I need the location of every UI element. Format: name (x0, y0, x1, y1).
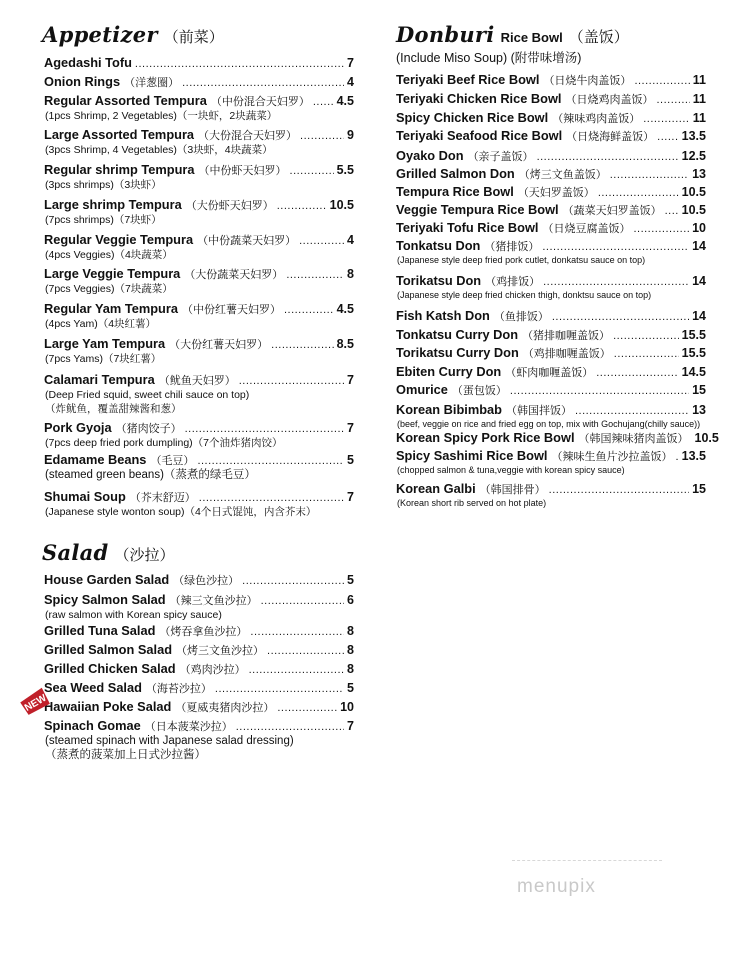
menu-item-price: 8.5 (336, 337, 354, 351)
dot-leader (182, 77, 344, 89)
menu-item-chinese-name: （蔬菜天妇罗盖饭） (562, 205, 662, 217)
menu-item-price: 10.5 (329, 198, 354, 212)
menu-item-row (396, 481, 706, 497)
menu-item-chinese-name: （洋葱圈） (124, 77, 180, 89)
menu-item-chinese-name: （日烧牛肉盖饭） (543, 75, 632, 87)
menu-item-chinese-name: （日本菠菜沙拉） (144, 721, 233, 733)
menu-item-price: 4.5 (336, 302, 354, 316)
donburi-heading (396, 22, 629, 47)
menu-item-row (44, 127, 354, 143)
menu-item-row (44, 93, 354, 109)
menu-item-chinese-name: （虾肉咖喱盖饭） (505, 367, 594, 379)
menu-item-chinese-name: （鸡肉沙拉） (179, 664, 246, 676)
menu-item-row (396, 110, 706, 126)
menu-item-chinese-name: （日烧海鲜盖饭） (566, 131, 655, 143)
menu-item-row (44, 372, 354, 388)
menu-item-price: 11 (692, 92, 706, 106)
dot-leader (610, 169, 689, 181)
dot-leader (300, 130, 344, 142)
menu-item-name: Grilled Tuna Salad (44, 623, 156, 638)
dot-leader (236, 721, 344, 733)
donburi-menu-item (396, 166, 706, 182)
menu-item-name: Large Yam Tempura (44, 336, 166, 351)
menu-item-chinese-name: （中份混合天妇罗） (210, 96, 310, 108)
menu-item-price: 10 (692, 221, 706, 235)
menu-item-row (44, 232, 354, 248)
menu-item-row (44, 489, 354, 505)
donburi-menu-item (396, 91, 706, 107)
salad-menu-item (44, 661, 354, 677)
dot-leader (549, 484, 689, 496)
menu-item-price: 15.5 (681, 346, 706, 360)
dot-leader (633, 223, 689, 235)
appetizer-menu-item (44, 372, 354, 416)
menu-item-price: 5 (347, 681, 354, 695)
salad-heading (42, 540, 175, 565)
menu-item-chinese-name: （猪肉饺子） (115, 423, 182, 435)
menu-item-chinese-name: （鸡排饭） (485, 276, 541, 288)
dot-leader (267, 645, 344, 657)
menu-item-chinese-name: （鱼排饭） (493, 311, 549, 323)
menu-item-row (44, 718, 354, 734)
dot-leader (199, 492, 344, 504)
menu-item-name: House Garden Salad (44, 572, 170, 587)
donburi-menu-item (396, 220, 706, 236)
menu-item-description: (Japanese style wonton soup)（4个日式馄饨，内含芥末） (45, 506, 317, 518)
donburi-menu-item (396, 308, 706, 324)
menu-item-description: (steamed green beans)（蒸煮的绿毛豆） (45, 469, 256, 481)
menu-item-row (44, 642, 354, 658)
menu-item-price: 13 (692, 403, 706, 417)
menu-item-name: Ebiten Curry Don (396, 364, 502, 379)
dot-leader (543, 276, 689, 288)
dot-leader (656, 94, 689, 106)
appetizer-menu-item (44, 93, 354, 123)
menu-item-price: 5 (347, 453, 354, 467)
menu-item-price: 14 (692, 309, 706, 323)
appetizer-menu-item (44, 301, 354, 331)
donburi-title-cn: （盖饭） (568, 29, 629, 46)
menu-item-chinese-name: （烤三文鱼盖饭） (518, 169, 607, 181)
dot-leader (675, 451, 678, 463)
menu-item-description: (7pcs deep fried pork dumpling)（7个油炸猪肉饺） (45, 437, 283, 449)
dot-leader (250, 626, 344, 638)
menu-item-name: Torikatsu Don (396, 273, 482, 288)
menu-item-price: 11 (692, 73, 706, 87)
menu-item-price: 4 (347, 75, 354, 89)
appetizer-title: Appetizer (42, 22, 158, 47)
menu-item-name: Omurice (396, 382, 448, 397)
menu-item-row (396, 202, 706, 218)
donburi-menu-item (396, 448, 706, 476)
dot-leader (290, 165, 334, 177)
menu-item-row (44, 74, 354, 90)
dot-leader (510, 385, 689, 397)
menu-item-description: (raw salmon with Korean spicy sauce) (45, 609, 222, 621)
menu-item-name: Onion Rings (44, 74, 121, 89)
menu-item-price: 13 (692, 167, 706, 181)
donburi-menu-item (396, 345, 706, 361)
donburi-menu-item (396, 481, 706, 509)
donburi-menu-item (396, 128, 706, 144)
menu-item-chinese-name: （辣味生鱼片沙拉盖饭） (551, 451, 673, 463)
donburi-title: Donburi (396, 22, 495, 47)
dot-leader (215, 683, 344, 695)
menu-item-row (396, 308, 706, 324)
donburi-menu-item (396, 402, 706, 430)
menu-item-row (396, 128, 706, 144)
menu-item-name: Korean Spicy Pork Rice Bowl (396, 430, 575, 445)
dot-leader (299, 235, 344, 247)
menu-item-name: Regular Veggie Tempura (44, 232, 194, 247)
menu-item-price: 7 (347, 56, 354, 70)
menu-item-row (396, 238, 706, 254)
salad-menu-item (44, 572, 354, 588)
menu-item-row (396, 327, 706, 343)
menu-item-price: 14 (692, 274, 706, 288)
menu-item-price: 4 (347, 233, 354, 247)
menu-item-row (44, 592, 354, 608)
menu-item-chinese-name: （蛋包饭） (451, 385, 507, 397)
menu-item-price: 10.5 (694, 431, 719, 445)
donburi-menu-item (396, 382, 706, 398)
menu-item-name: Large shrimp Tempura (44, 197, 182, 212)
menu-item-name: Teriyaki Beef Rice Bowl (396, 72, 540, 87)
appetizer-title-cn: （前菜） (163, 29, 224, 46)
menu-item-row (44, 162, 354, 178)
salad-menu-item (44, 623, 354, 639)
menu-item-row (44, 572, 354, 588)
appetizer-menu-item (44, 420, 354, 450)
menu-item-row (396, 72, 706, 88)
menu-item-row (44, 301, 354, 317)
menu-item-name: Korean Bibimbab (396, 402, 502, 417)
dot-leader (665, 205, 679, 217)
menu-item-price: 14.5 (681, 365, 706, 379)
menu-item-price: 7 (347, 421, 354, 435)
menu-item-price: 15.5 (681, 328, 706, 342)
dot-leader (249, 664, 344, 676)
dot-leader (197, 455, 344, 467)
donburi-menu-item (396, 430, 719, 446)
watermark: menupix (517, 876, 596, 897)
menu-item-chinese-name: （亲子盖饭） (467, 151, 534, 163)
appetizer-menu-item (44, 266, 354, 296)
menu-item-name: Oyako Don (396, 148, 464, 163)
menu-item-chinese-name: （烤吞拿鱼沙拉） (159, 626, 248, 638)
menu-item-row (44, 266, 354, 282)
menu-item-row (44, 452, 354, 468)
appetizer-menu-item (44, 489, 354, 519)
menu-item-description: (Deep Fried squid, sweet chili sauce on top) (45, 389, 250, 401)
menu-item-description: (1pcs Shrimp, 2 Vegetables)（一块虾，2块蔬菜） (45, 110, 278, 122)
donburi-menu-item (396, 202, 706, 218)
menu-item-row (44, 699, 354, 715)
dot-leader (537, 151, 679, 163)
menu-item-description: (3pcs shrimps)（3块虾） (45, 179, 162, 191)
menu-item-description: (7pcs Veggies)（7块蔬菜） (45, 283, 173, 295)
menu-item-description: (chopped salmon & tuna,veggie with korean spicy sauce) (397, 465, 625, 475)
menu-item-row (44, 336, 354, 352)
menu-item-price: 7 (347, 719, 354, 733)
appetizer-menu-item (44, 162, 354, 192)
menu-item-chinese-name: （鸡排咖喱盖饭） (522, 348, 611, 360)
menu-item-chinese-name: （大份红薯天妇罗） (169, 339, 269, 351)
salad-menu-item (44, 699, 354, 715)
menu-item-price: 8 (347, 662, 354, 676)
new-badge-label: NEW (22, 692, 49, 714)
donburi-menu-item (396, 327, 706, 343)
menu-item-price: 7 (347, 373, 354, 387)
menu-item-description: (Korean short rib served on hot plate) (397, 498, 547, 508)
menu-item-chinese-name: （中份蔬菜天妇罗） (197, 235, 297, 247)
menu-item-chinese-name: （猪排饭） (484, 241, 540, 253)
menu-item-row (396, 382, 706, 398)
menu-item-row (396, 184, 706, 200)
menu-item-row (396, 345, 706, 361)
menu-item-name: Teriyaki Chicken Rice Bowl (396, 91, 562, 106)
menu-item-price: 6 (347, 593, 354, 607)
menu-item-name: Hawaiian Poke Salad (44, 699, 172, 714)
menu-item-price: 14 (692, 239, 706, 253)
appetizer-heading (42, 22, 224, 47)
menu-item-chinese-name: （韩国辣味猪肉盖饭） (578, 433, 689, 445)
appetizer-menu-item (44, 127, 354, 157)
menu-item-name: Fish Katsh Don (396, 308, 490, 323)
menu-item-chinese-name: （韩国排骨） (479, 484, 546, 496)
dot-leader (575, 405, 689, 417)
menu-item-price: 4.5 (336, 94, 354, 108)
appetizer-menu-item (44, 452, 354, 482)
menu-item-name: Tonkatsu Don (396, 238, 481, 253)
menu-item-chinese-name: （烤三文鱼沙拉） (176, 645, 265, 657)
menu-item-name: Sea Weed Salad (44, 680, 142, 695)
menu-item-name: Spicy Chicken Rice Bowl (396, 110, 549, 125)
menu-item-chinese-name: （大份虾天妇罗） (185, 200, 274, 212)
donburi-menu-item (396, 72, 706, 88)
donburi-subtitle: Rice Bowl (500, 30, 563, 45)
watermark-divider (512, 860, 662, 861)
menu-item-description: (Japanese style deep fried pork cutlet, donkatsu sauce on top) (397, 255, 646, 265)
menu-item-chinese-name: （日烧豆腐盖饭） (542, 223, 631, 235)
dot-leader (614, 348, 679, 360)
menu-item-chinese-name: （辣味鸡肉盖饭） (552, 113, 641, 125)
donburi-note: (Include Miso Soup) (附带味增汤) (396, 51, 582, 65)
appetizer-menu-item (44, 232, 354, 262)
menu-item-price: 12.5 (681, 149, 706, 163)
menu-item-chinese-name: （鱿鱼天妇罗） (158, 375, 236, 387)
menu-item-row (44, 420, 354, 436)
donburi-menu-item (396, 184, 706, 200)
menu-item-row (44, 661, 354, 677)
appetizer-menu-item (44, 336, 354, 366)
menu-item-row (396, 402, 706, 418)
donburi-menu-item (396, 273, 706, 301)
dot-leader (242, 575, 344, 587)
menu-item-name: Spicy Salmon Salad (44, 592, 166, 607)
menu-item-name: Large Veggie Tempura (44, 266, 181, 281)
dot-leader (613, 330, 679, 342)
dot-leader (135, 58, 344, 70)
menu-item-chinese-name: （夏威夷猪肉沙拉） (175, 702, 275, 714)
salad-menu-item (44, 592, 354, 622)
menu-item-row (44, 55, 354, 70)
salad-title: Salad (42, 540, 109, 565)
menu-item-row (44, 197, 354, 213)
dot-leader (277, 200, 327, 212)
menu-item-name: Tonkatsu Curry Don (396, 327, 519, 342)
menu-item-name: Regular Assorted Tempura (44, 93, 207, 108)
menu-item-name: Large Assorted Tempura (44, 127, 195, 142)
menu-item-chinese-name: （辣三文鱼沙拉） (169, 595, 258, 607)
donburi-menu-item (396, 110, 706, 126)
menu-item-name: Tempura Rice Bowl (396, 184, 514, 199)
dot-leader (261, 595, 344, 607)
menu-item-price: 7 (347, 490, 354, 504)
dot-leader (643, 113, 690, 125)
menu-item-price: 8 (347, 624, 354, 638)
menu-item-chinese-name: （韩国拌饭） (505, 405, 572, 417)
menu-item-chinese-name: （毛豆） (150, 455, 195, 467)
menu-item-name: Korean Galbi (396, 481, 476, 496)
menu-item-row (44, 680, 354, 696)
dot-leader (185, 423, 344, 435)
menu-item-name: Grilled Salmon Don (396, 166, 515, 181)
menu-item-row (396, 273, 706, 289)
menu-item-name: Calamari Tempura (44, 372, 155, 387)
donburi-menu-item (396, 364, 706, 380)
dot-leader (542, 241, 689, 253)
menu-item-price: 15 (692, 482, 706, 496)
dot-leader (657, 131, 678, 143)
menu-item-description: （炸鱿鱼，覆盖甜辣酱和葱） (45, 403, 182, 415)
menu-item-chinese-name: （大份蔬菜天妇罗） (184, 269, 284, 281)
menu-item-name: Regular Yam Tempura (44, 301, 178, 316)
menu-item-price: 10.5 (681, 185, 706, 199)
menu-item-price: 15 (692, 383, 706, 397)
donburi-menu-item (396, 238, 706, 266)
menu-item-description: (7pcs Yams)（7块红薯） (45, 353, 162, 365)
dot-leader (239, 375, 344, 387)
salad-menu-item (44, 642, 354, 658)
menu-item-description: (Japanese style deep fried chicken thigh, donktsu sauce on top) (397, 290, 652, 300)
menu-item-description: (7pcs shrimps)（7块虾） (45, 214, 162, 226)
menu-item-chinese-name: （芥末舒迈） (129, 492, 196, 504)
dot-leader (598, 187, 679, 199)
dot-leader (277, 702, 337, 714)
menu-item-chinese-name: （猪排咖喱盖饭） (522, 330, 611, 342)
appetizer-menu-item (44, 197, 354, 227)
menu-item-chinese-name: （天妇罗盖饭） (517, 187, 595, 199)
menu-item-name: Pork Gyoja (44, 420, 112, 435)
donburi-menu-item (396, 148, 706, 164)
menu-item-description: （蒸煮的菠菜加上日式沙拉酱） (45, 749, 206, 761)
appetizer-menu-item (44, 55, 354, 70)
menu-item-name: Spicy Sashimi Rice Bowl (396, 448, 548, 463)
menu-item-name: Regular shrimp Tempura (44, 162, 195, 177)
menu-item-chinese-name: （绿色沙拉） (173, 575, 240, 587)
menu-item-row (44, 623, 354, 639)
menu-item-row (396, 166, 706, 182)
menu-item-price: 5.5 (336, 163, 354, 177)
menu-item-price: 13.5 (681, 449, 706, 463)
menu-item-chinese-name: （日烧鸡肉盖饭） (565, 94, 654, 106)
dot-leader (313, 96, 334, 108)
salad-title-cn: （沙拉） (114, 547, 175, 564)
dot-leader (596, 367, 678, 379)
menu-item-description: (steamed spinach with Japanese salad dressing) (45, 735, 294, 747)
menu-item-name: Teriyaki Seafood Rice Bowl (396, 128, 563, 143)
menu-item-description: (4pcs Veggies)（4块蔬菜） (45, 249, 173, 261)
menu-item-row (396, 364, 706, 380)
menu-item-name: Agedashi Tofu (44, 55, 132, 70)
salad-menu-item (44, 680, 354, 696)
menu-item-row (396, 448, 706, 464)
menu-item-row (396, 91, 706, 107)
dot-leader (284, 304, 334, 316)
menu-item-price: 9 (347, 128, 354, 142)
dot-leader (271, 339, 333, 351)
dot-leader (552, 311, 689, 323)
menu-item-description: (beef, veggie on rice and fried egg on top, mix with Gochujang(chilly sauce)) (397, 419, 701, 429)
menu-item-price: 10.5 (681, 203, 706, 217)
menu-item-description: (4pcs Yam)（4块红薯） (45, 318, 157, 330)
menu-item-price: 8 (347, 643, 354, 657)
menu-item-row (396, 220, 706, 236)
menu-item-price: 5 (347, 573, 354, 587)
menu-item-price: 8 (347, 267, 354, 281)
menu-item-row (396, 430, 719, 446)
menu-item-name: Veggie Tempura Rice Bowl (396, 202, 559, 217)
menu-item-row (396, 148, 706, 164)
menu-item-name: Spinach Gomae (44, 718, 141, 733)
dot-leader (634, 75, 689, 87)
menu-item-description: (3pcs Shrimp, 4 Vegetables)（3块虾，4块蔬菜） (45, 144, 273, 156)
menu-item-name: Grilled Salmon Salad (44, 642, 173, 657)
menu-item-name: Grilled Chicken Salad (44, 661, 176, 676)
menu-item-name: Edamame Beans (44, 452, 147, 467)
menu-item-price: 10 (340, 700, 354, 714)
menu-item-name: Shumai Soup (44, 489, 126, 504)
menu-item-chinese-name: （大份混合天妇罗） (198, 130, 298, 142)
menu-item-price: 13.5 (681, 129, 706, 143)
menu-item-chinese-name: （海苔沙拉） (145, 683, 212, 695)
appetizer-menu-item (44, 74, 354, 90)
menu-item-price: 11 (692, 111, 706, 125)
salad-menu-item (44, 718, 354, 762)
menu-item-name: Torikatsu Curry Don (396, 345, 519, 360)
dot-leader (286, 269, 344, 281)
menu-item-chinese-name: （中份红薯天妇罗） (181, 304, 281, 316)
menu-item-chinese-name: （中份虾天妇罗） (198, 165, 287, 177)
menu-item-name: Teriyaki Tofu Rice Bowl (396, 220, 539, 235)
